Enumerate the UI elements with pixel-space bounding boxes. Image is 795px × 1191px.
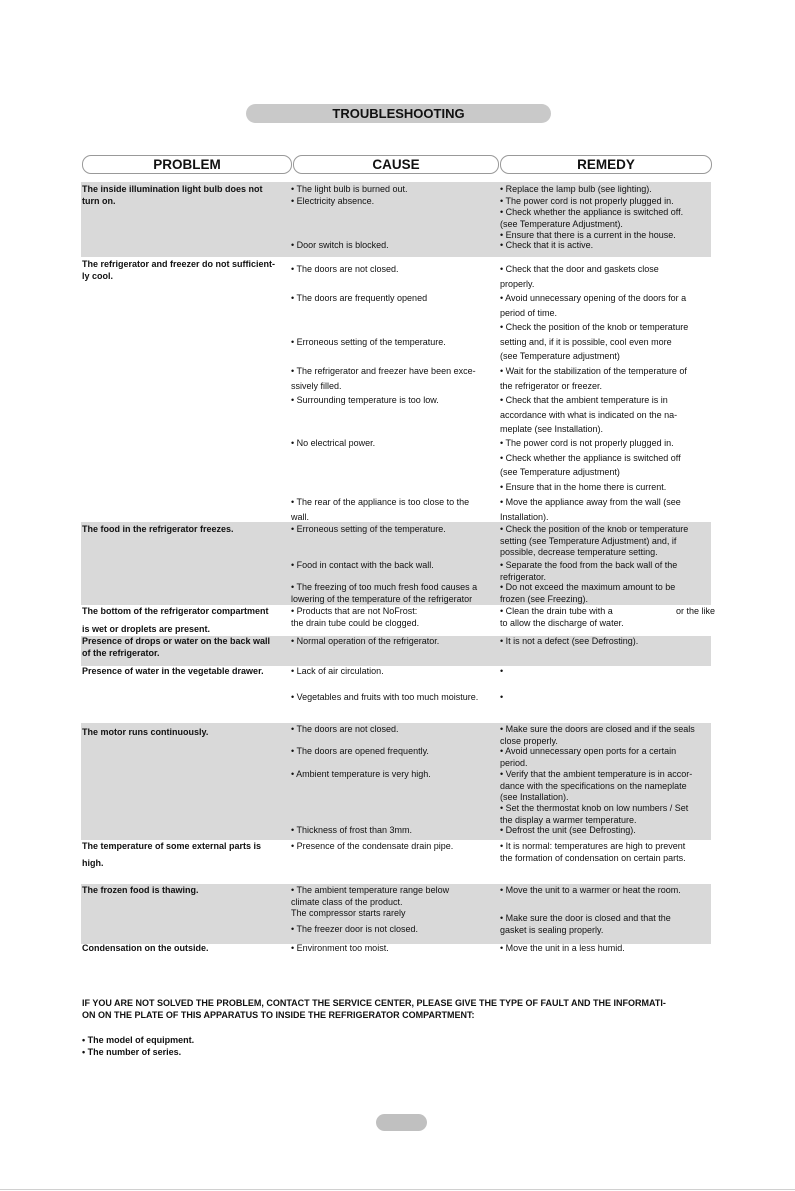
cause-text: • Erroneous setting of the temperature. [291,524,446,534]
remedy-text: to allow the discharge of water. [500,618,624,628]
remedy-text: • Move the appliance away from the wall (see Installation). [500,497,681,522]
remedy-text: • Clean the drain tube with a [500,606,613,616]
problem-text: The motor runs continuously. [82,727,209,737]
remedy-text: • Check that it is active. [500,240,594,250]
remedy-text: • [500,692,504,702]
remedy-text: • Avoid unnecessary open ports for a certain period. [500,746,677,768]
problem-text: Presence of drops or water on the back wall of the refrigerator. [82,636,271,658]
cause-text: • Presence of the condensate drain pipe. [291,841,454,851]
remedy-text: • Separate the food from the back wall of the refrigerator. [500,560,678,582]
cause-text: • The ambient temperature range below climate class of the product. The compressor starts rarely [291,885,450,919]
remedy-text: • Check that the ambient temperature is in accordance with what is indicated on the na- meplate (see Installation). [500,395,678,434]
problem-text: is wet or droplets are present. [82,624,211,634]
remedy-text: • [500,666,504,676]
remedy-text: • Check the position of the knob or temperature setting and, if it is possible, cool even more (see Temperature adjustment) [500,322,689,361]
page-title: TROUBLESHOOTING [246,104,551,123]
remedy-text: • Check that the door and gaskets close properly. [500,264,659,289]
info-list: • The model of equipment. • The number of series. [82,1035,195,1057]
problem-text: Presence of water in the vegetable drawer. [82,666,264,676]
remedy-text: or the like [676,606,716,616]
cause-text: • Products that are not NoFrost: the drain tube could be clogged. [291,606,420,628]
remedy-text: • It is not a defect (see Defrosting). [500,636,639,646]
remedy-text: • Replace the lamp bulb (see lighting). • The power cord is not properly plugged in. • Check whether the appliance is switched off. (see Temperature Adjustment). • Ensure that there is a current in the house. [500,184,684,241]
cause-text: • The freezer door is not closed. [291,924,419,934]
problem-text: high. [82,858,104,868]
remedy-text: • Set the thermostat knob on low numbers / Set the display a warmer temperature. [500,803,689,825]
problem-text: The bottom of the refrigerator compartment [82,606,269,616]
problem-text: The frozen food is thawing. [82,885,199,895]
header-cause: CAUSE [293,155,499,174]
remedy-text: • Check the position of the knob or temperature setting (see Temperature Adjustment) and, if possible, decrease temperature setting. [500,524,689,558]
cause-text: • The freezing of too much fresh food causes a lowering of the temperature of the refrigerator [291,582,478,604]
remedy-text: • The power cord is not properly plugged in. • Check whether the appliance is switched off (see Temperature adjustment) • Ensure that in the home there is current. [500,438,681,492]
cause-text: • Normal operation of the refrigerator. [291,636,440,646]
cause-text: • The doors are opened frequently. [291,746,429,756]
cause-text: • The doors are not closed. [291,264,399,274]
cause-text: • The doors are not closed. [291,724,399,734]
remedy-text: • Make sure the doors are closed and if the seals close properly. [500,724,695,746]
page-number-badge [376,1114,427,1131]
remedy-text: • Move the unit in a less humid. [500,943,625,953]
cause-text: • Surrounding temperature is too low. [291,395,439,405]
cause-text: • Door switch is blocked. [291,240,389,250]
cause-text: • The rear of the appliance is too close to the wall. [291,497,470,522]
cause-text: • The refrigerator and freezer have been exce- ssively filled. [291,366,476,391]
cause-text: • Erroneous setting of the temperature. [291,337,446,347]
problem-text: The refrigerator and freezer do not sufficient- ly cool. [82,259,276,281]
remedy-text: • Do not exceed the maximum amount to be frozen (see Freezing). [500,582,676,604]
cause-text: • No electrical power. [291,438,376,448]
remedy-text: • Wait for the stabilization of the temperature of the refrigerator or freezer. [500,366,687,391]
problem-text: The temperature of some external parts is [82,841,262,851]
cause-text: • Lack of air circulation. [291,666,384,676]
cause-text: • Vegetables and fruits with too much moisture. [291,692,479,702]
remedy-text: • Make sure the door is closed and that the gasket is sealing properly. [500,913,671,935]
cause-text: • Ambient temperature is very high. [291,769,431,779]
remedy-text: • It is normal: temperatures are high to prevent the formation of condensation on certain parts. [500,841,686,863]
remedy-text: • Move the unit to a warmer or heat the room. [500,885,681,895]
cause-text: • Food in contact with the back wall. [291,560,434,570]
remedy-text: • Avoid unnecessary opening of the doors for a period of time. [500,293,687,318]
header-problem: PROBLEM [82,155,292,174]
cause-text: • The light bulb is burned out. • Electricity absence. [291,184,408,206]
problem-text: Condensation on the outside. [82,943,209,953]
cause-text: • Environment too moist. [291,943,389,953]
remedy-text: • Defrost the unit (see Defrosting). [500,825,636,835]
cause-text: • Thickness of frost than 3mm. [291,825,413,835]
remedy-text: • Verify that the ambient temperature is in accor- dance with the specifications on the nameplate (see Installation). [500,769,693,803]
cause-text: • The doors are frequently opened [291,293,428,303]
problem-text: The food in the refrigerator freezes. [82,524,234,534]
header-remedy: REMEDY [500,155,712,174]
problem-text: The inside illumination light bulb does not turn on. [82,184,263,206]
divider [0,1189,795,1190]
service-notice: IF YOU ARE NOT SOLVED THE PROBLEM, CONTACT THE SERVICE CENTER, PLEASE GIVE THE TYPE OF FAULT AND THE INFORMATI- ON ON THE PLATE OF THIS APPARATUS TO INSIDE THE REFRIGERATOR COMPARTMENT: [82,998,666,1020]
